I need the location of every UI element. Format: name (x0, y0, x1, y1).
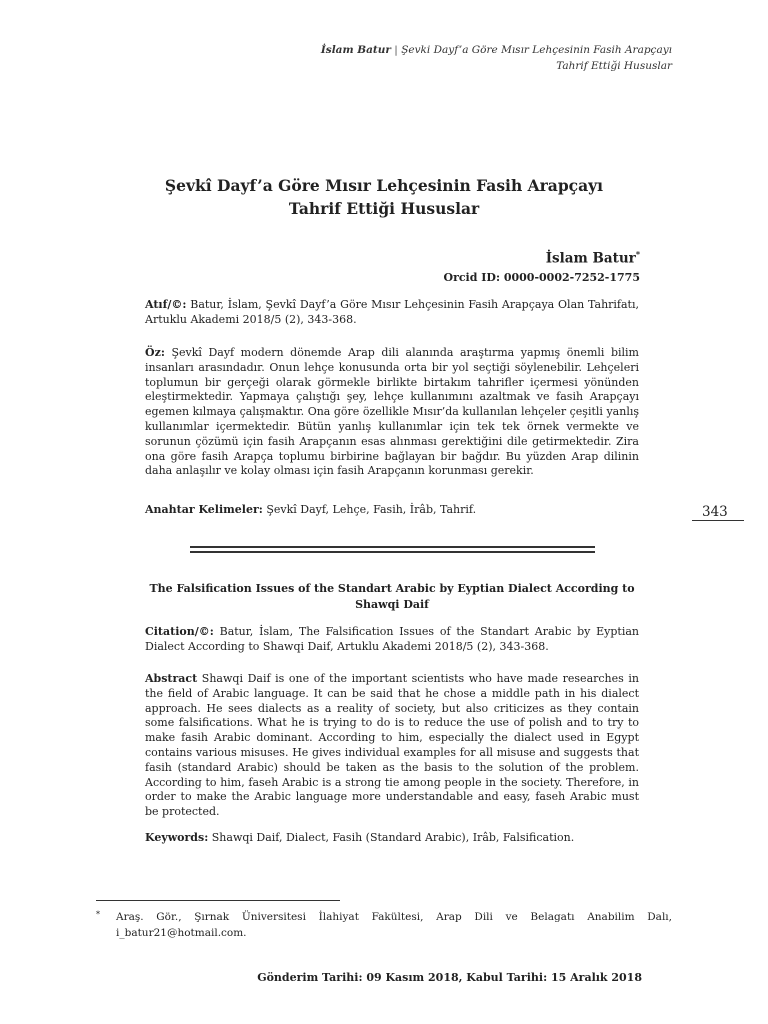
anahtar-kelimeler (145, 503, 639, 518)
abstract-text: Shawqi Daif is one of the important scientists who have made researches in the field of Arabic language. It can be said that he chose a middle path in his dialect approach. He sees dialects as a reality of society, but also criticizes as they contain some falsifications. What he is trying to do is to reduce the use of polish and to try to make fasih Arabic dominant. According to him, especially the dialect used in Egypt contains various misuses. He gives individual examples for all misuse and suggests that fasih (standard Arabic) should be taken as the basis to the solution of the problem. According to him, faseh Arabic is a strong tie among people in the society. Therefore, in order to make the Arabic language more understandable and easy, faseh Arabic must be protected. (145, 672, 639, 819)
footnote-mark: * (96, 910, 100, 919)
keywords-text: Shawqi Daif, Dialect, Fasih (Standard Arabic), Irâb, Falsification. (208, 831, 575, 844)
footnote-text: Araş. Gör., Şırnak Üniversitesi İlahiyat Fakültesi, Arap Dili ve Belagatı Anabilim Dalı, i_batur21@hotmail.com. (116, 911, 672, 939)
article-title-line1: Şevkî Dayf’a Göre Mısır Lehçesinin Fasih Arapçayı (164, 176, 604, 195)
section-divider-top (190, 546, 595, 548)
keywords-label: Keywords: (145, 831, 209, 844)
article-title-line2: Tahrif Ettiği Hususlar (288, 199, 480, 218)
abstract-paragraph (145, 672, 639, 820)
anahtar-label: Anahtar Kelimeler: (145, 503, 263, 516)
footnote-divider (96, 900, 340, 901)
citation-text: Batur, İslam, The Falsification Issues of the Standart Arabic by Eyptian Dialect According to Shawqi Daif, Artuklu Akademi 2018/5 (2), 343-368. (145, 625, 639, 653)
english-title: The Falsification Issues of the Standart Arabic by Eyptian Dialect According to Shawqi Daif (149, 582, 635, 611)
running-header-title-line1: Şevki Dayf’a Göre Mısır Lehçesinin Fasih Arapçayı (401, 44, 672, 56)
atif-text: Batur, İslam, Şevkî Dayf’a Göre Mısır Lehçesinin Fasih Arapçaya Olan Tahrifatı, Artuklu Akademi 2018/5 (2), 343-368. (145, 298, 639, 326)
citation-paragraph (145, 625, 639, 655)
running-header-title-line2: Tahrif Ettiği Hususlar (556, 60, 672, 72)
section-divider-bottom (190, 551, 595, 553)
atif-label: Atıf/©: (145, 298, 187, 311)
author-footnote-mark: * (635, 249, 640, 259)
atif-paragraph (145, 298, 639, 328)
author-name (546, 249, 640, 267)
running-header-line1 (321, 44, 672, 56)
page-number: 343 (692, 504, 744, 521)
abstract-label: Abstract (145, 672, 198, 685)
citation-label: Citation/©: (145, 625, 214, 638)
keywords-paragraph (145, 831, 639, 846)
author-footnote (96, 909, 672, 941)
oz-label: Öz: (145, 346, 165, 359)
oz-text: Şevkî Dayf modern dönemde Arap dili alanında araştırma yapmış önemli bilim insanları arasındadır. Onun lehçe konusunda orta bir yol seçtiği söylenebilir. Lehçeleri toplumun bir gerçeği olarak görmekle birlikte birtakım tahrifler içermesi yönünden eleştirmektedir. Yapmaya çalıştığı şey, lehçe kullanımını azaltmak ve fasih Arapçayı egemen kılmaya çalışmaktır. Ona göre özellikle Mısır’da kullanılan lehçeler çeşitli yanlış kullanımlar içermektedir. Bütün yanlış kullanımlar için tek tek örnek vermekte ve sorunun çözümü için fasih Arapçanın esas alınması gerektiğini dile getirmektedir. Zira ona göre fasih Arapça toplumu birbirine bağlayan bir bağdır. Bu yüzden Arap dilinin daha anlaşılır ve kolay olması için fasih Arapçanın korunması gerekir. (145, 346, 639, 478)
author-name-text: İslam Batur (545, 250, 636, 267)
running-header-author: İslam Batur (320, 44, 391, 56)
running-header-separator: | (394, 44, 398, 56)
anahtar-text: Şevkî Dayf, Lehçe, Fasih, İrâb, Tahrif. (262, 503, 477, 516)
submission-dates: Gönderim Tarihi: 09 Kasım 2018, Kabul Tarihi: 15 Aralık 2018 (257, 971, 642, 984)
orcid-id: Orcid ID: 0000-0002-7252-1775 (443, 271, 640, 284)
oz-paragraph (145, 346, 639, 479)
